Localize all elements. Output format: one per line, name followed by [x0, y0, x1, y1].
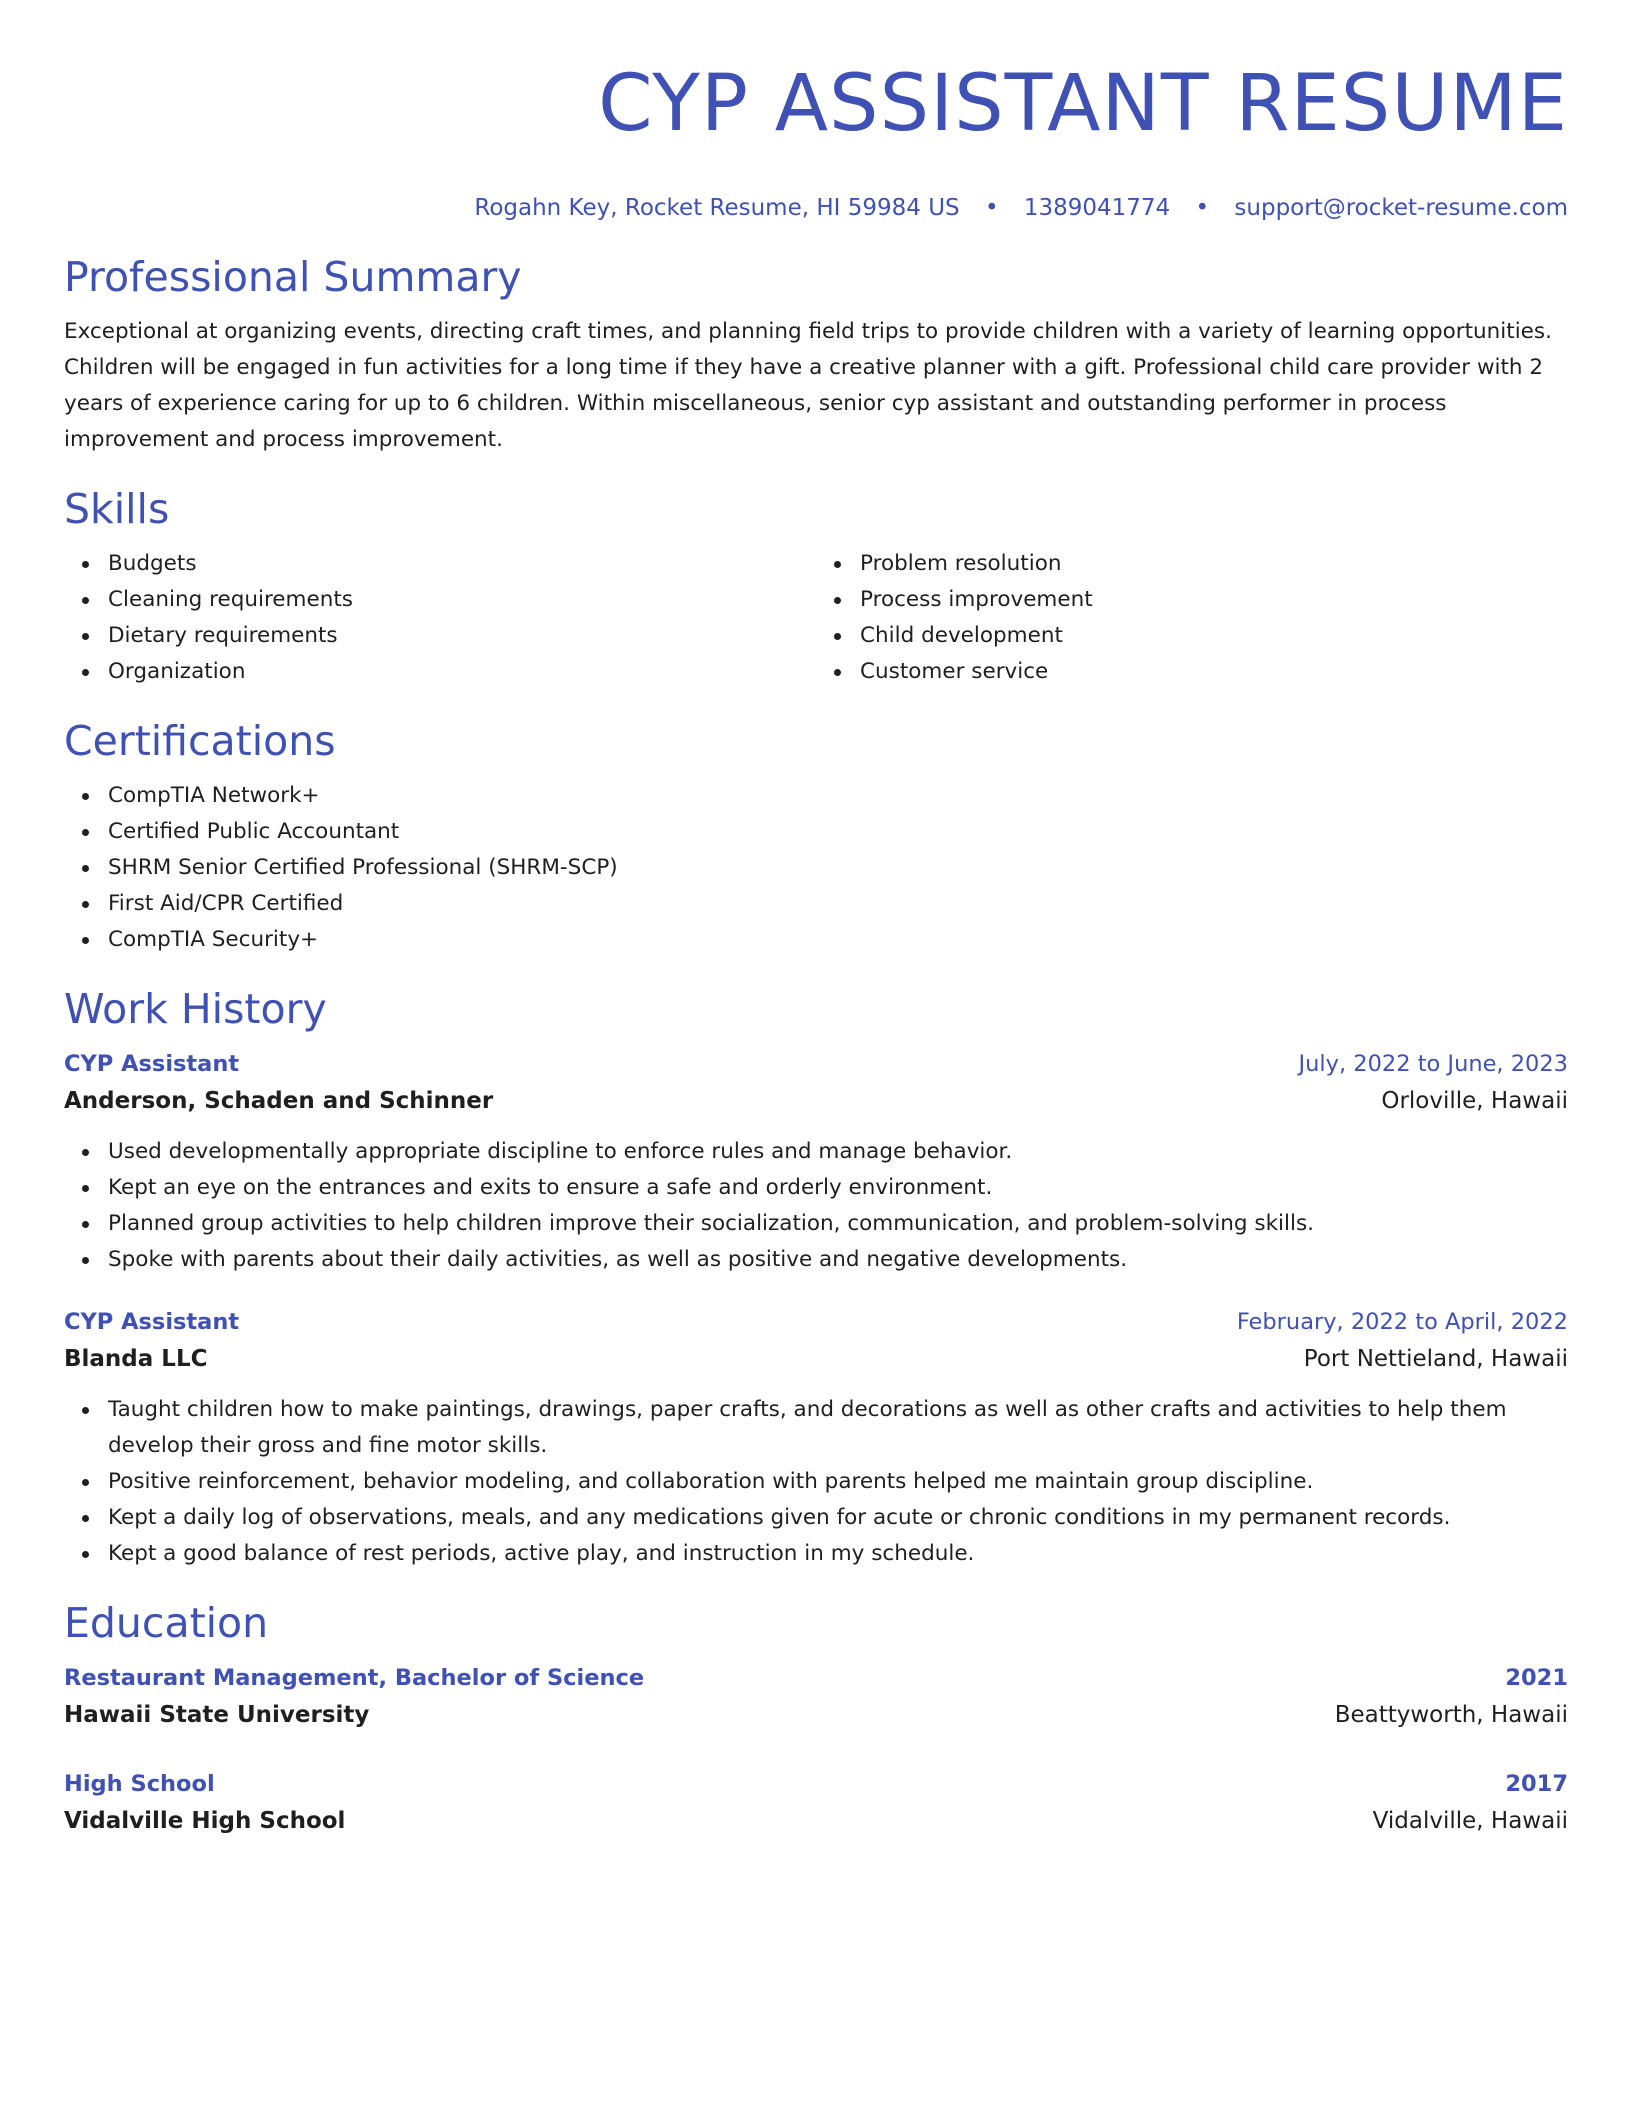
certification-item: CompTIA Security+	[108, 922, 1568, 958]
contact-phone: 1389041774	[1023, 195, 1171, 221]
job-bullet: Positive reinforcement, behavior modeling, and collaboration with parents helped me maintain group discipline.	[108, 1464, 1568, 1500]
job-title: CYP Assistant	[64, 1051, 240, 1077]
skill-item: Problem resolution	[860, 546, 1568, 582]
job-location: Orloville, Hawaii	[1381, 1088, 1568, 1114]
job-bullets	[64, 1392, 1568, 1572]
section-title-summary: Professional Summary	[64, 253, 522, 301]
job-bullet: Used developmentally appropriate discipline to enforce rules and manage behavior.	[108, 1134, 1568, 1170]
education-degree: High School	[64, 1771, 215, 1797]
resume-title: CYP ASSISTANT RESUME	[598, 59, 1568, 149]
summary-text: Exceptional at organizing events, directing craft times, and planning field trips to provide children with a variety of learning opportunities. Children will be engaged in fun activities for a long time if they have a creative planner with a gift. Professional child care provider with 2 years of experience caring for up to 6 children. Within miscellaneous, senior cyp assistant and outstanding performer in process improvement and process improvement.	[64, 319, 1552, 452]
section-title-skills: Skills	[64, 485, 170, 533]
education-school: Hawaii State University	[64, 1702, 370, 1728]
contact-address: Rogahn Key, Rocket Resume, HI 59984 US	[474, 195, 960, 221]
education-location: Vidalville, Hawaii	[1372, 1808, 1568, 1834]
skill-item: Budgets	[108, 546, 816, 582]
education-entry	[64, 1766, 1568, 1840]
job-entry	[64, 1304, 1568, 1572]
skills-column-right	[816, 546, 1568, 690]
education-entry	[64, 1660, 1568, 1734]
education-year: 2021	[1505, 1665, 1568, 1691]
section-title-education: Education	[64, 1599, 269, 1647]
job-bullet: Planned group activities to help children improve their socialization, communication, and problem-solving skills.	[108, 1206, 1568, 1242]
job-bullet: Spoke with parents about their daily activities, as well as positive and negative developments.	[108, 1242, 1568, 1278]
job-entry	[64, 1046, 1568, 1278]
education-header	[64, 1660, 1568, 1696]
contact-separator: •	[1195, 195, 1210, 221]
education-subheader	[64, 1696, 1568, 1734]
job-subheader	[64, 1340, 1568, 1378]
contact-line	[64, 192, 1568, 224]
job-subheader	[64, 1082, 1568, 1120]
job-bullets	[64, 1134, 1568, 1278]
skill-item: Customer service	[860, 654, 1568, 690]
skill-item: Process improvement	[860, 582, 1568, 618]
certifications-list	[64, 778, 1568, 958]
education-location: Beattyworth, Hawaii	[1334, 1702, 1568, 1728]
education-school: Vidalville High School	[64, 1808, 346, 1834]
job-bullet: Kept a daily log of observations, meals, and any medications given for acute or chronic conditions in my permanent records.	[108, 1500, 1568, 1536]
skills-column-left	[64, 546, 816, 690]
skill-item: Organization	[108, 654, 816, 690]
job-dates: February, 2022 to April, 2022	[1236, 1309, 1568, 1335]
job-company: Anderson, Schaden and Schinner	[64, 1088, 494, 1114]
certification-item: Certified Public Accountant	[108, 814, 1568, 850]
job-dates: July, 2022 to June, 2023	[1298, 1051, 1568, 1077]
skills-list	[64, 546, 1568, 690]
job-title: CYP Assistant	[64, 1309, 240, 1335]
skill-item: Child development	[860, 618, 1568, 654]
skill-item: Dietary requirements	[108, 618, 816, 654]
job-company: Blanda LLC	[64, 1346, 208, 1372]
section-title-certifications: Certifications	[64, 717, 336, 765]
certification-item: SHRM Senior Certified Professional (SHRM-SCP)	[108, 850, 1568, 886]
certification-item: First Aid/CPR Certified	[108, 886, 1568, 922]
education-year: 2017	[1505, 1771, 1568, 1797]
certification-item: CompTIA Network+	[108, 778, 1568, 814]
contact-email: support@rocket-resume.com	[1234, 195, 1568, 221]
job-header	[64, 1304, 1568, 1340]
job-bullet: Taught children how to make paintings, drawings, paper crafts, and decorations as well as other crafts and activities to help them develop their gross and fine motor skills.	[108, 1392, 1568, 1464]
education-header	[64, 1766, 1568, 1802]
job-header	[64, 1046, 1568, 1082]
contact-separator: •	[984, 195, 999, 221]
skill-item: Cleaning requirements	[108, 582, 816, 618]
job-location: Port Nettieland, Hawaii	[1303, 1346, 1568, 1372]
education-subheader	[64, 1802, 1568, 1840]
section-title-work-history: Work History	[64, 985, 327, 1033]
job-bullet: Kept an eye on the entrances and exits to ensure a safe and orderly environment.	[108, 1170, 1568, 1206]
education-degree: Restaurant Management, Bachelor of Science	[64, 1665, 645, 1691]
job-bullet: Kept a good balance of rest periods, active play, and instruction in my schedule.	[108, 1536, 1568, 1572]
